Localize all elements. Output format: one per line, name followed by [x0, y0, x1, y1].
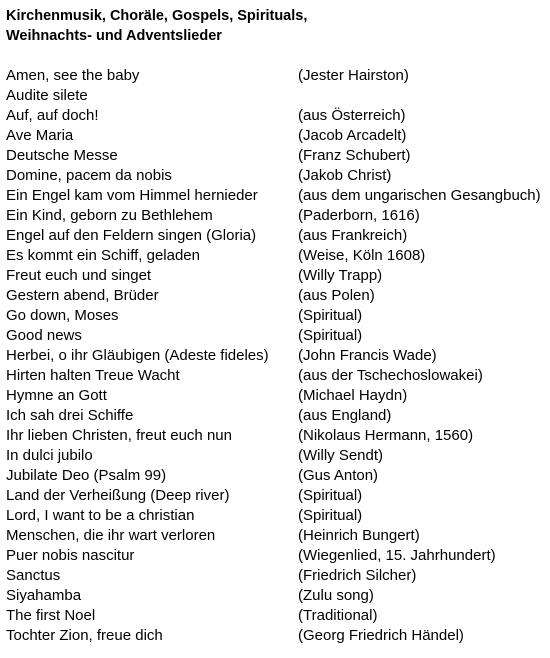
song-origin: (Friedrich Silcher): [298, 567, 417, 584]
song-row: [6, 486, 550, 506]
song-row: [6, 446, 550, 466]
song-title: Land der Verheißung (Deep river): [6, 487, 230, 504]
song-origin: (Weise, Köln 1608): [298, 247, 426, 264]
song-origin: (Michael Haydn): [298, 387, 408, 404]
song-origin: (Willy Trapp): [298, 267, 383, 284]
song-list: [6, 66, 550, 646]
song-title: Ein Kind, geborn zu Bethlehem: [6, 207, 213, 224]
song-origin: (aus Polen): [298, 287, 375, 304]
song-title: Tochter Zion, freue dich: [6, 627, 163, 644]
song-origin: (John Francis Wade): [298, 347, 437, 364]
song-origin: (Jacob Arcadelt): [298, 127, 407, 144]
song-origin: (aus England): [298, 407, 392, 424]
song-title: Jubilate Deo (Psalm 99): [6, 467, 167, 484]
song-row: [6, 86, 550, 106]
song-row: [6, 146, 550, 166]
song-origin: (Willy Sendt): [298, 447, 384, 464]
heading-line-2: Weihnachts- und Adventslieder: [6, 28, 222, 44]
song-row: [6, 266, 550, 286]
song-title: Ihr lieben Christen, freut euch nun: [6, 427, 232, 444]
song-title: Deutsche Messe: [6, 147, 118, 164]
song-title: Sanctus: [6, 567, 61, 584]
song-row: [6, 606, 550, 626]
song-row: [6, 346, 550, 366]
song-origin: (Paderborn, 1616): [298, 207, 420, 224]
song-title: Es kommt ein Schiff, geladen: [6, 247, 200, 264]
song-row: [6, 386, 550, 406]
song-title: Freut euch und singet: [6, 267, 152, 284]
song-origin: (Spiritual): [298, 507, 363, 524]
song-title: Menschen, die ihr wart verloren: [6, 527, 216, 544]
song-row: [6, 466, 550, 486]
song-title: Engel auf den Feldern singen (Gloria): [6, 227, 257, 244]
song-title: Lord, I want to be a christian: [6, 507, 195, 524]
song-origin: (Nikolaus Hermann, 1560): [298, 427, 474, 444]
song-title: Audite silete: [6, 87, 88, 104]
song-origin: (Spiritual): [298, 327, 363, 344]
song-row: [6, 306, 550, 326]
song-row: [6, 526, 550, 546]
song-title: Domine, pacem da nobis: [6, 167, 172, 184]
song-title: Hirten halten Treue Wacht: [6, 367, 180, 384]
song-row: [6, 186, 550, 206]
song-row: [6, 546, 550, 566]
song-title: Siyahamba: [6, 587, 82, 604]
song-title: The first Noel: [6, 607, 96, 624]
song-row: [6, 206, 550, 226]
song-row: [6, 66, 550, 86]
song-title: Ein Engel kam vom Himmel hernieder: [6, 187, 258, 204]
song-row: [6, 126, 550, 146]
song-origin: (Wiegenlied, 15. Jahrhundert): [298, 547, 496, 564]
song-origin: (Spiritual): [298, 307, 363, 324]
song-row: [6, 166, 550, 186]
song-origin: (Spiritual): [298, 487, 363, 504]
song-origin: (Jakob Christ): [298, 167, 392, 184]
song-origin: (aus der Tschechoslowakei): [298, 367, 483, 384]
song-title: Auf, auf doch!: [6, 107, 99, 124]
song-title: In dulci jubilo: [6, 447, 93, 464]
song-row: [6, 366, 550, 386]
song-title: Amen, see the baby: [6, 67, 140, 84]
song-row: [6, 506, 550, 526]
song-title: Good news: [6, 327, 82, 344]
song-origin: (aus dem ungarischen Gesangbuch): [298, 187, 541, 204]
song-row: [6, 286, 550, 306]
song-title: Gestern abend, Brüder: [6, 287, 159, 304]
song-row: [6, 326, 550, 346]
song-title: Ave Maria: [6, 127, 74, 144]
song-title: Puer nobis nascitur: [6, 547, 135, 564]
page-heading: [6, 6, 307, 46]
song-row: [6, 406, 550, 426]
song-row: [6, 106, 550, 126]
song-origin: (Gus Anton): [298, 467, 379, 484]
song-title: Go down, Moses: [6, 307, 119, 324]
song-origin: (Zulu song): [298, 587, 374, 604]
song-row: [6, 226, 550, 246]
song-row: [6, 246, 550, 266]
song-title: Hymne an Gott: [6, 387, 107, 404]
song-title: Ich sah drei Schiffe: [6, 407, 134, 424]
song-origin: (Jester Hairston): [298, 67, 409, 84]
song-row: [6, 426, 550, 446]
song-row: [6, 566, 550, 586]
song-origin: (Heinrich Bungert): [298, 527, 420, 544]
song-title: Herbei, o ihr Gläubigen (Adeste fideles): [6, 347, 269, 364]
heading-line-1: Kirchenmusik, Choräle, Gospels, Spirituals,: [6, 8, 308, 24]
song-origin: (aus Österreich): [298, 107, 406, 124]
song-origin: (Franz Schubert): [298, 147, 411, 164]
song-origin: (Traditional): [298, 607, 378, 624]
song-origin: (Georg Friedrich Händel): [298, 627, 464, 644]
song-row: [6, 626, 550, 646]
song-origin: (aus Frankreich): [298, 227, 408, 244]
song-row: [6, 586, 550, 606]
song-origin: [298, 86, 550, 106]
